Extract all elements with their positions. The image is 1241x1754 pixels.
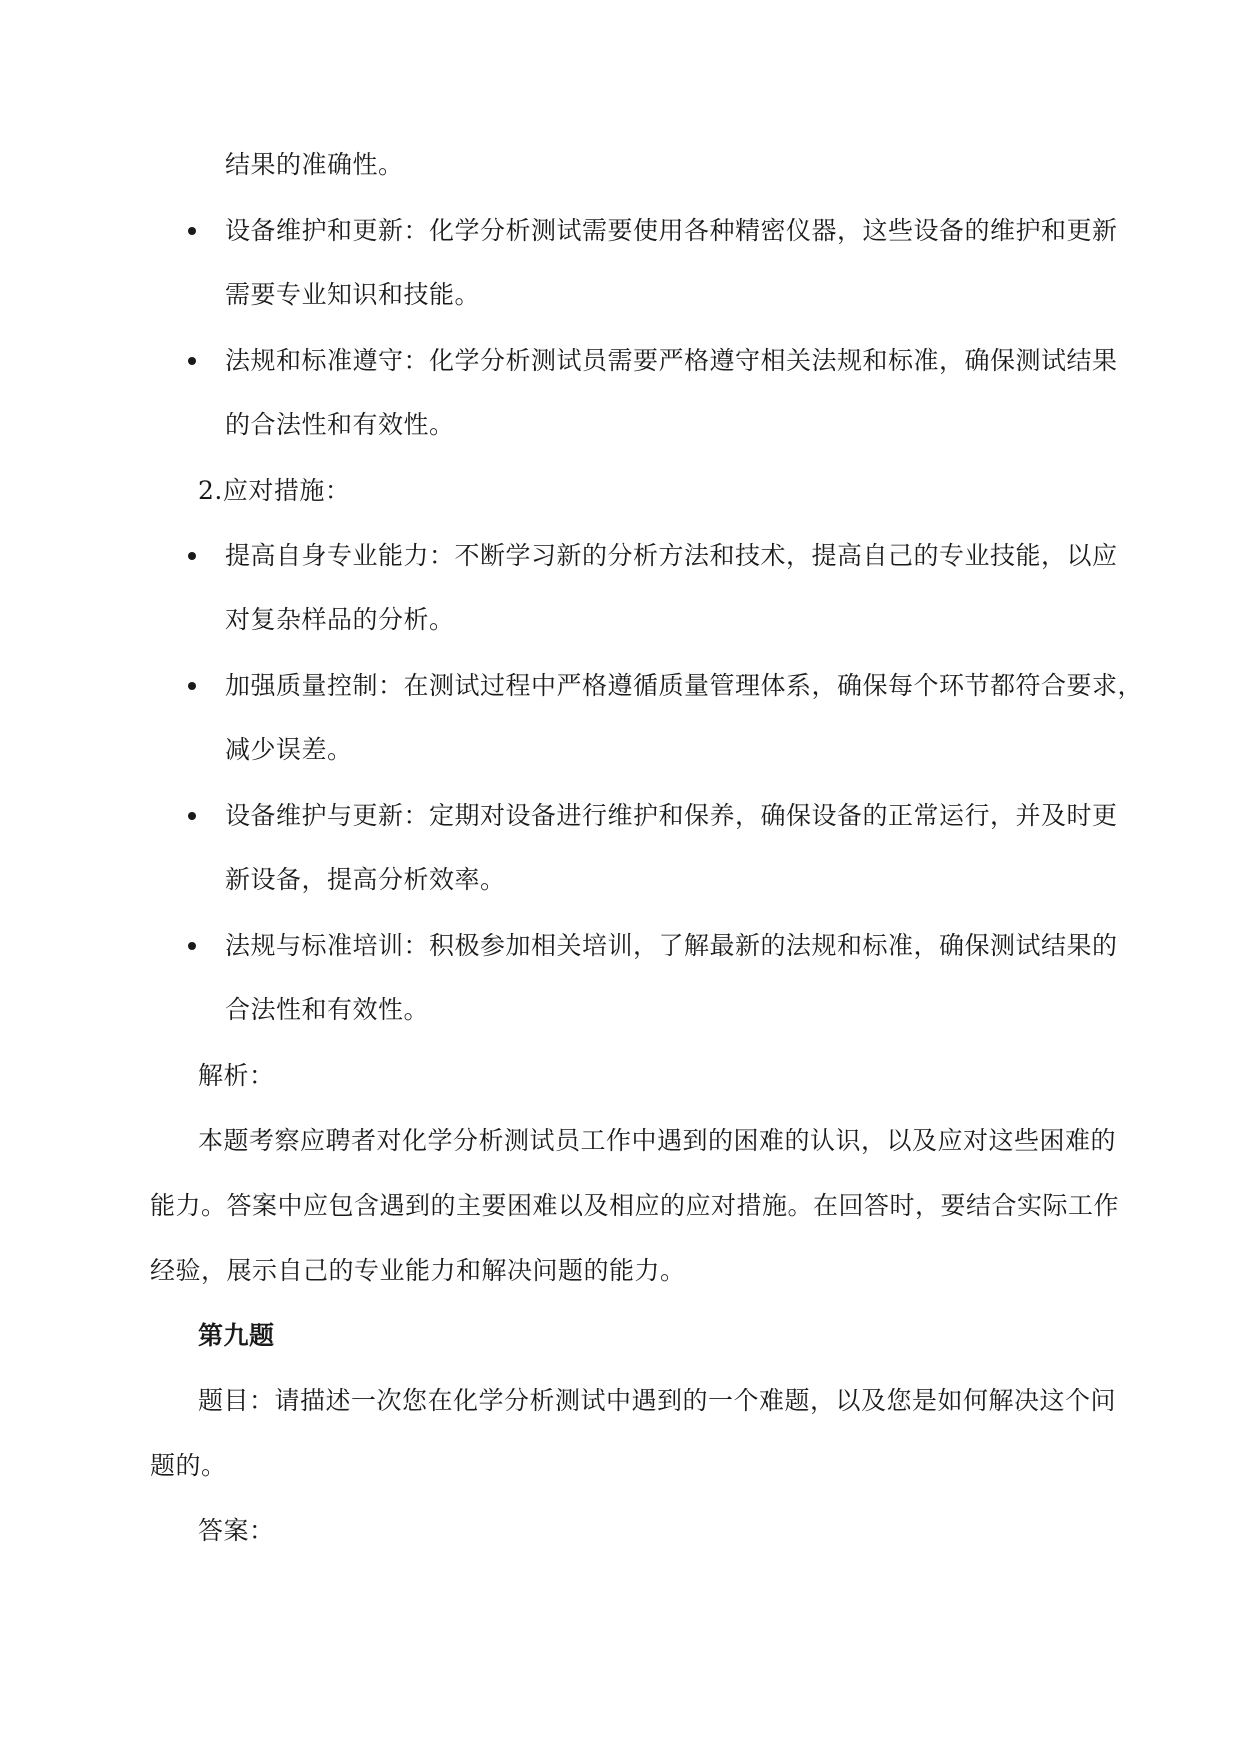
bullet-icon bbox=[188, 942, 196, 950]
bullet-icon bbox=[188, 812, 196, 820]
analysis-heading: 解析： bbox=[198, 1061, 275, 1090]
measure-line-2: 新设备，提高分析效率。 bbox=[225, 865, 506, 894]
question-line: 题目：请描述一次您在化学分析测试中遇到的一个难题，以及您是如何解决这个问 bbox=[198, 1386, 1117, 1415]
bullet-icon bbox=[188, 682, 196, 690]
answer-heading: 答案： bbox=[198, 1516, 275, 1545]
bullet-icon bbox=[188, 357, 196, 365]
difficulty-line-2: 的合法性和有效性。 bbox=[225, 410, 455, 439]
analysis-line: 经验，展示自己的专业能力和解决问题的能力。 bbox=[150, 1256, 686, 1285]
question-line: 题的。 bbox=[150, 1451, 227, 1480]
measure-line-2: 对复杂样品的分析。 bbox=[225, 605, 455, 634]
measures-heading: 2.应对措施： bbox=[198, 476, 351, 505]
measure-line-2: 减少误差。 bbox=[225, 735, 353, 764]
bullet-icon bbox=[188, 552, 196, 560]
bullet-icon bbox=[188, 227, 196, 235]
analysis-line: 本题考察应聘者对化学分析测试员工作中遇到的困难的认识，以及应对这些困难的 bbox=[198, 1126, 1117, 1155]
measure-line-2: 合法性和有效性。 bbox=[225, 995, 430, 1024]
analysis-line: 能力。答案中应包含遇到的主要困难以及相应的应对措施。在回答时，要结合实际工作 bbox=[150, 1191, 1120, 1220]
measure-line-1: 设备维护与更新：定期对设备进行维护和保养，确保设备的正常运行，并及时更 bbox=[225, 801, 1118, 830]
difficulty-line-1: 法规和标准遵守：化学分析测试员需要严格遵守相关法规和标准，确保测试结果 bbox=[225, 346, 1118, 375]
question-title: 第九题 bbox=[198, 1321, 275, 1350]
measure-line-1: 法规与标准培训：积极参加相关培训，了解最新的法规和标准，确保测试结果的 bbox=[225, 931, 1118, 960]
measure-line-1: 提高自身专业能力：不断学习新的分析方法和技术，提高自己的专业技能，以应 bbox=[225, 541, 1118, 570]
measure-line-1: 加强质量控制：在测试过程中严格遵循质量管理体系，确保每个环节都符合要求， bbox=[225, 671, 1144, 700]
continuation-text: 结果的准确性。 bbox=[225, 150, 404, 179]
difficulty-line-1: 设备维护和更新：化学分析测试需要使用各种精密仪器，这些设备的维护和更新 bbox=[225, 216, 1118, 245]
difficulty-line-2: 需要专业知识和技能。 bbox=[225, 280, 481, 309]
